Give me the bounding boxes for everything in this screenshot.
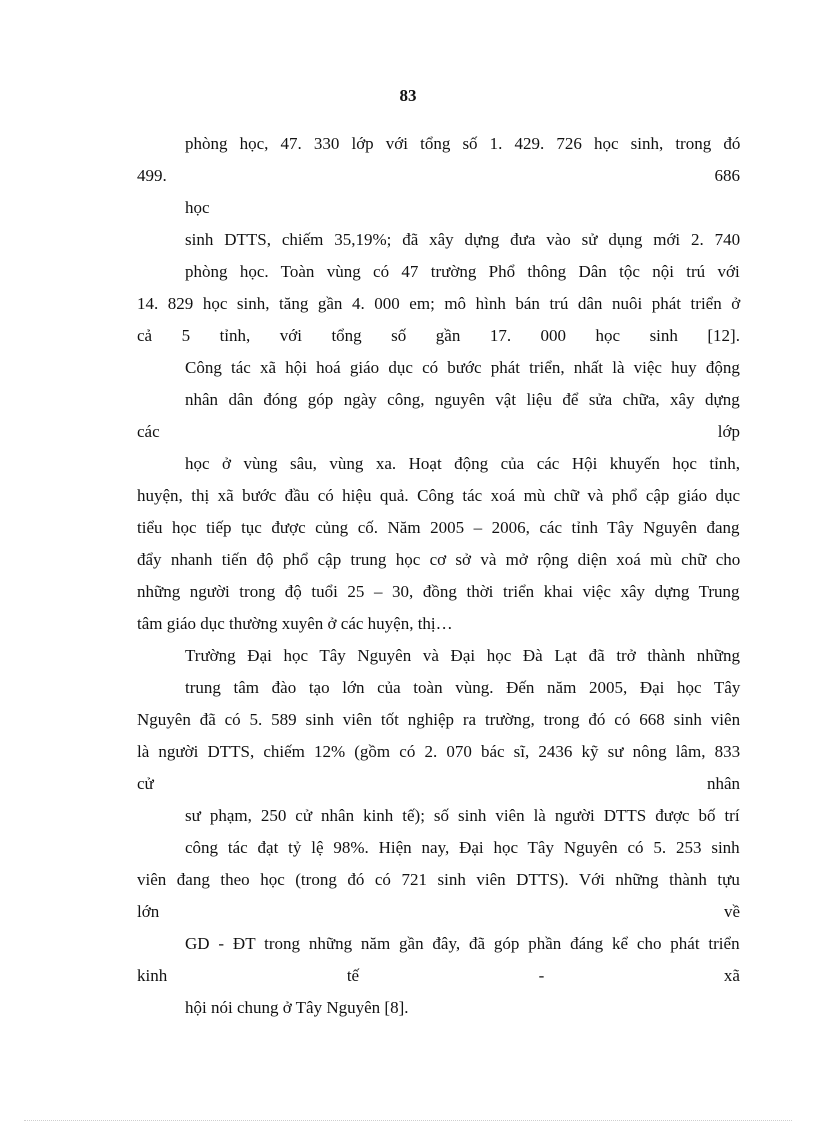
text-line-19: Nguyên đã có 5. 589 sinh viên tốt nghiệp ra trường, trong đó có 668 sinh viên [137, 710, 741, 729]
word: sinh [649, 326, 678, 345]
text-line-6: 14. 829 học sinh, tăng gần 4. 000 em; mô hình bán trú dân nuôi phát triển ở [137, 294, 741, 313]
text-line-23: công tác đạt tỷ lệ 98%. Hiện nay, Đại học Tây Nguyên có 5. 253 sinh [185, 838, 740, 857]
text-line-2 [137, 166, 740, 186]
page-number: 83 [399, 86, 417, 105]
word: tế [346, 966, 360, 985]
word: [12]. [707, 326, 740, 345]
text-line-13: tiểu học tiếp tục được củng cố. Năm 2005 – 2006, các tỉnh Tây Nguyên đang [137, 518, 740, 537]
text-line-21 [137, 774, 740, 794]
word: 5 [181, 326, 191, 345]
text-line-28: hội nói chung ở Tây Nguyên [8]. [185, 998, 409, 1017]
text-line-20: là người DTTS, chiếm 12% (gồm có 2. 070 bác sĩ, 2436 kỹ sư nông lâm, 833 [137, 742, 741, 761]
text-line-17: Trường Đại học Tây Nguyên và Đại học Đà Lạt đã trở thành những [185, 646, 740, 665]
word: cả [137, 326, 153, 345]
text-line-16: tâm giáo dục thường xuyên ở các huyện, thị… [137, 614, 453, 633]
word: 686 [714, 166, 740, 185]
text-line-10 [137, 422, 740, 442]
text-line-1: phòng học, 47. 330 lớp với tổng số 1. 429. 726 học sinh, trong đó [185, 134, 741, 153]
word: nhân [706, 774, 740, 793]
footer-divider [24, 1120, 792, 1121]
word: tổng [331, 326, 362, 345]
word: - [538, 966, 545, 985]
text-line-4: sinh DTTS, chiếm 35,19%; đã xây dựng đưa vào sử dụng mới 2. 740 [185, 230, 741, 249]
word: với [279, 326, 302, 345]
text-line-26: GD - ĐT trong những năm gần đây, đã góp phần đáng kể cho phát triển [185, 934, 740, 953]
word: cử [137, 774, 154, 793]
word: gần [435, 326, 461, 345]
text-line-22: sư phạm, 250 cử nhân kinh tế); số sinh viên là người DTTS được bố trí [185, 806, 740, 825]
word: các [137, 422, 160, 441]
word: học [595, 326, 621, 345]
word: lớn [137, 902, 160, 921]
word: xã [723, 966, 740, 985]
word: số [391, 326, 407, 345]
text-line-25 [137, 902, 740, 922]
word: về [723, 902, 740, 921]
word: tỉnh, [219, 326, 251, 345]
word: 000 [540, 326, 567, 345]
text-line-24: viên đang theo học (trong đó có 721 sinh viên DTTS). Với những thành tựu [137, 870, 740, 889]
word: lớp [717, 422, 740, 441]
text-line-12: huyện, thị xã bước đầu có hiệu quả. Công tác xoá mù chữ và phổ cập giáo dục [137, 486, 741, 505]
text-line-27 [137, 966, 740, 986]
word: 499. [137, 166, 167, 185]
text-line-14: đẩy nhanh tiến độ phổ cập trung học cơ sở và mở rộng diện xoá mù chữ cho [137, 550, 741, 569]
word: 17. [489, 326, 512, 345]
text-line-7 [137, 326, 740, 346]
text-line-5: phòng học. Toàn vùng có 47 trường Phổ thông Dân tộc nội trú với [185, 262, 740, 281]
text-line-18: trung tâm đào tạo lớn của toàn vùng. Đến năm 2005, Đại học Tây [185, 678, 741, 697]
word: kinh [137, 966, 168, 985]
text-line-9: nhân dân đóng góp ngày công, nguyên vật liệu để sửa chữa, xây dựng [185, 390, 740, 409]
text-line-8: Công tác xã hội hoá giáo dục có bước phát triển, nhất là việc huy động [185, 358, 740, 377]
text-line-3: học [185, 198, 210, 217]
text-line-15: những người trong độ tuổi 25 – 30, đồng thời triển khai việc xây dựng Trung [137, 582, 740, 601]
text-line-11: học ở vùng sâu, vùng xa. Hoạt động của các Hội khuyến học tỉnh, [185, 454, 741, 473]
